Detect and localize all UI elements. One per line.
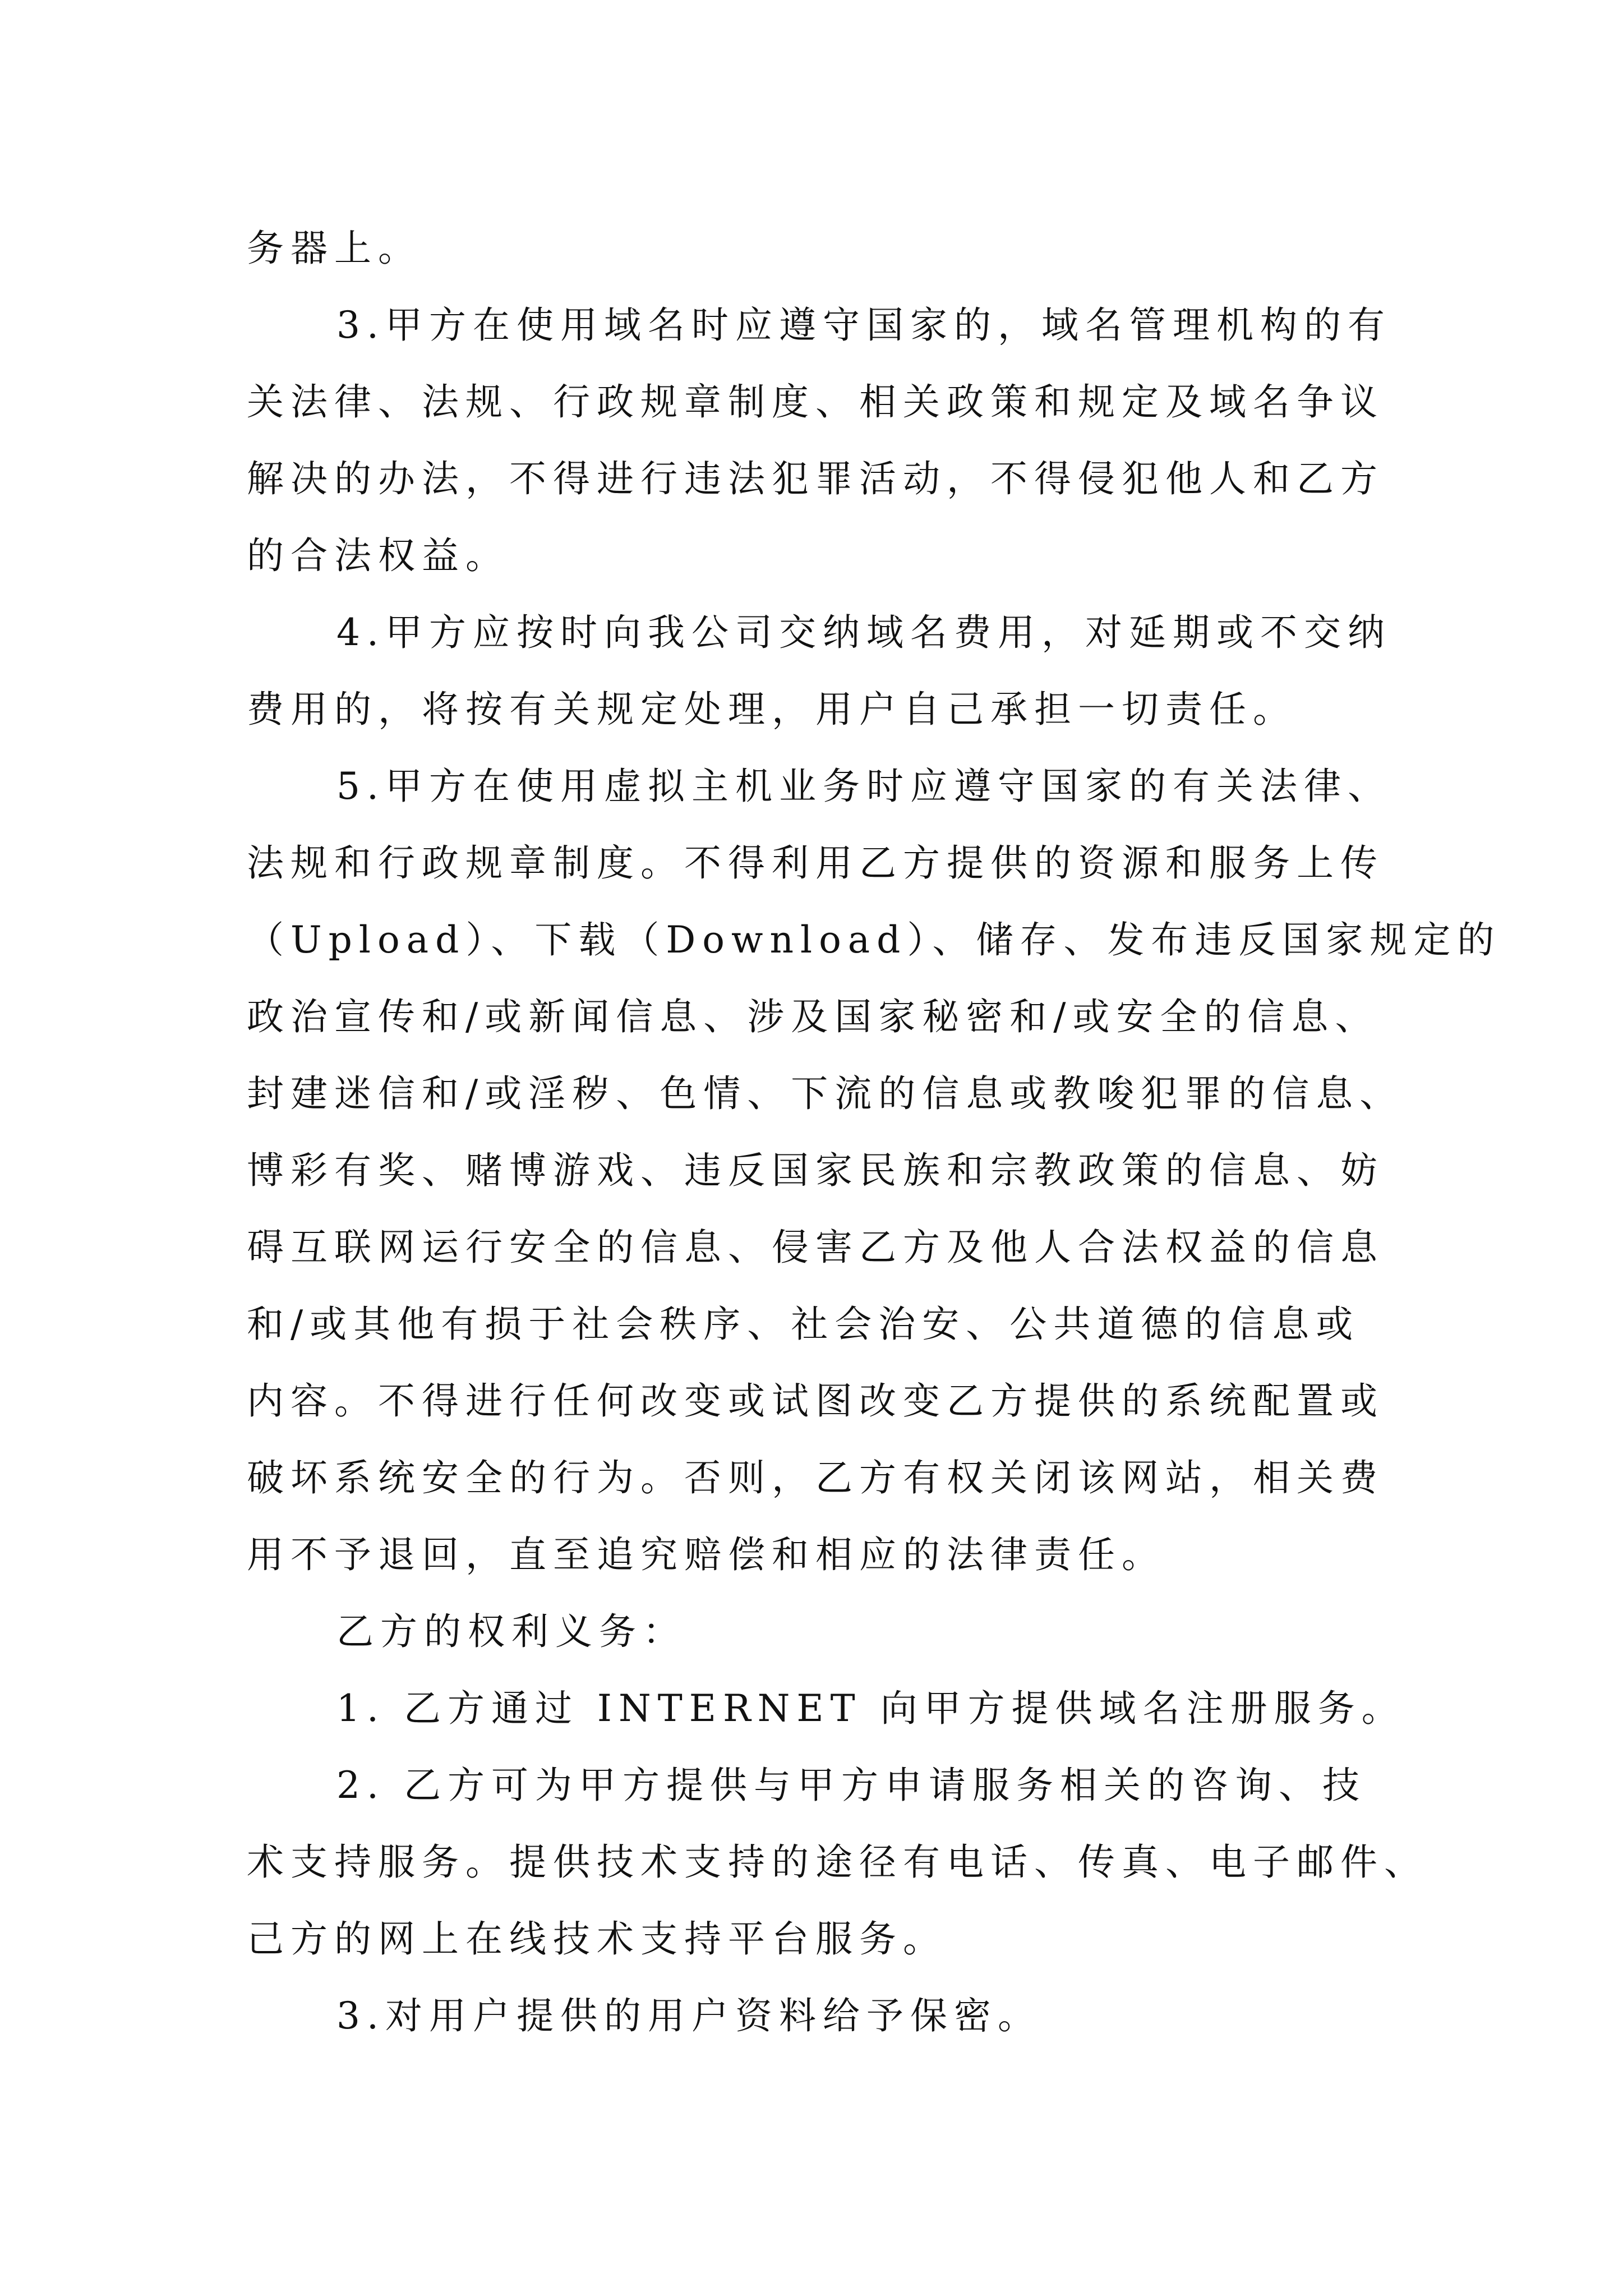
text-line: 用不予退回，直至追究赔偿和相应的法律责任。 — [247, 1533, 1165, 1576]
text-line: 关法律、法规、行政规章制度、相关政策和规定及域名争议 — [247, 380, 1384, 424]
text-line: （Upload）、下载（Download）、储存、发布违反国家规定的 — [247, 918, 1501, 961]
text-line: 务器上。 — [247, 227, 422, 270]
text-line: 解决的办法，不得进行违法犯罪活动，不得侵犯他人和乙方 — [247, 457, 1384, 500]
text-line: 术支持服务。提供技术支持的途径有电话、传真、电子邮件、 — [247, 1841, 1428, 1884]
text-line: 4.甲方应按时向我公司交纳域名费用，对延期或不交纳 — [336, 611, 1391, 654]
text-line: 3.对用户提供的用户资料给予保密。 — [336, 1994, 1041, 2037]
text-line: 政治宣传和/或新闻信息、涉及国家秘密和/或安全的信息、 — [247, 995, 1379, 1038]
text-line: 乙方的权利义务： — [336, 1610, 686, 1653]
text-line: 破坏系统安全的行为。否则，乙方有权关闭该网站，相关费 — [247, 1456, 1384, 1499]
text-line: 1. 乙方通过 INTERNET 向甲方提供域名注册服务。 — [336, 1687, 1405, 1730]
text-line: 法规和行政规章制度。不得利用乙方提供的资源和服务上传 — [247, 841, 1384, 885]
text-line: 博彩有奖、赌博游戏、违反国家民族和宗教政策的信息、妨 — [247, 1149, 1384, 1192]
text-line: 和/或其他有损于社会秩序、社会治安、公共道德的信息或 — [247, 1303, 1360, 1346]
text-line: 3.甲方在使用域名时应遵守国家的，域名管理机构的有 — [336, 303, 1391, 347]
text-line: 2. 乙方可为甲方提供与甲方申请服务相关的咨询、技 — [336, 1764, 1366, 1807]
text-line: 封建迷信和/或淫秽、色情、下流的信息或教唆犯罪的信息、 — [247, 1072, 1404, 1115]
text-line: 碍互联网运行安全的信息、侵害乙方及他人合法权益的信息 — [247, 1226, 1384, 1269]
text-line: 的合法权益。 — [247, 534, 509, 577]
text-line: 己方的网上在线技术支持平台服务。 — [247, 1917, 947, 1961]
text-line: 内容。不得进行任何改变或试图改变乙方提供的系统配置或 — [247, 1379, 1384, 1423]
document-body — [247, 210, 1501, 2054]
text-line: 5.甲方在使用虚拟主机业务时应遵守国家的有关法律、 — [336, 765, 1391, 808]
text-line: 费用的，将按有关规定处理，用户自己承担一切责任。 — [247, 688, 1297, 731]
